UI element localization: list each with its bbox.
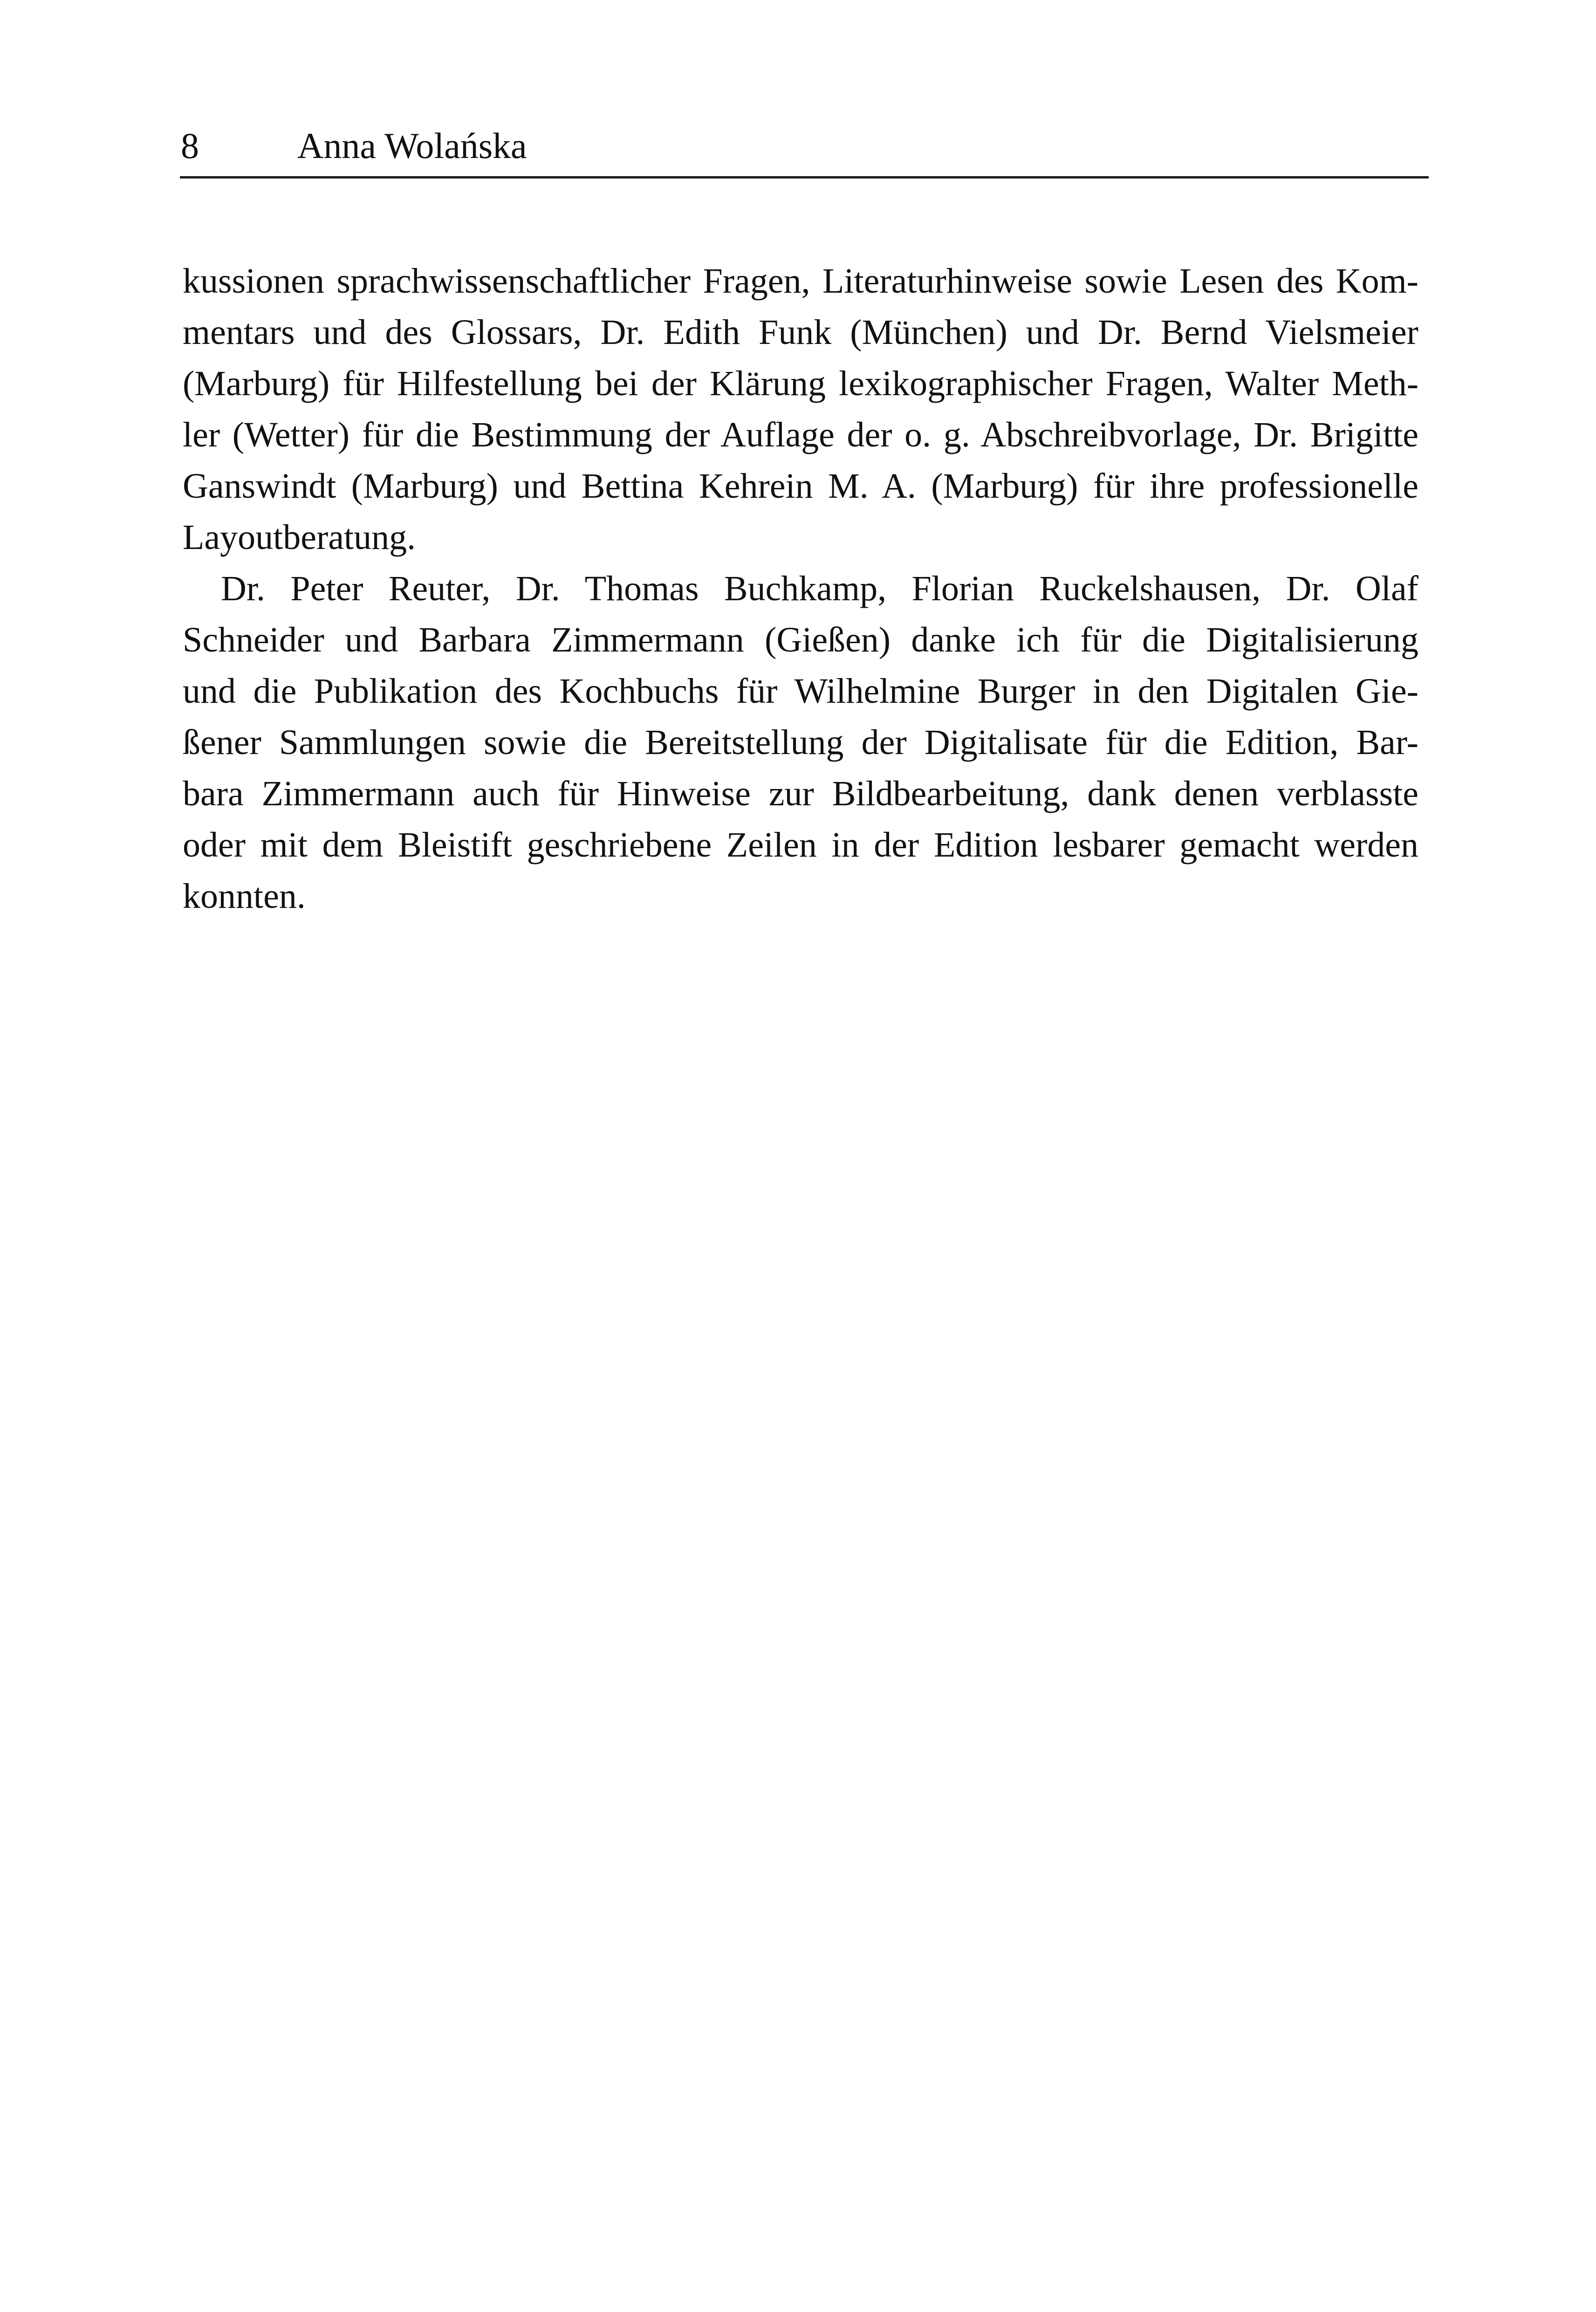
text-line: ßener Sammlungen sowie die Bereitstellung der Digitalisate für die Edition, Bar-: [183, 723, 1418, 762]
header-rule: [180, 176, 1429, 178]
page-number: 8: [181, 125, 199, 166]
text-line: mentars und des Glossars, Dr. Edith Funk (München) und Dr. Bernd Vielsmeier: [183, 313, 1418, 352]
text-line: Schneider und Barbara Zimmermann (Gießen) danke ich für die Digitalisierung: [183, 620, 1418, 659]
text-line: Layoutberatung.: [183, 518, 416, 557]
text-line: (Marburg) für Hilfestellung bei der Klärung lexikographischer Fragen, Walter Meth-: [183, 364, 1418, 403]
paragraph-1: [183, 255, 1418, 563]
running-head: [181, 120, 1427, 172]
text-line: ler (Wetter) für die Bestimmung der Auflage der o. g. Abschreibvorlage, Dr. Brigitte: [183, 415, 1418, 454]
running-head-author: Anna Wolańska: [297, 125, 527, 166]
body-text: [183, 255, 1418, 922]
text-line: und die Publikation des Kochbuchs für Wilhelmine Burger in den Digitalen Gie-: [183, 672, 1418, 711]
text-line: Ganswindt (Marburg) und Bettina Kehrein M. A. (Marburg) für ihre professionelle: [183, 467, 1418, 506]
paragraph-2: [183, 563, 1418, 922]
text-line: oder mit dem Bleistift geschriebene Zeilen in der Edition lesbarer gemacht werden: [183, 825, 1418, 864]
text-line: konnten.: [183, 877, 306, 916]
text-line: Dr. Peter Reuter, Dr. Thomas Buchkamp, Florian Ruckelshausen, Dr. Olaf: [221, 569, 1418, 608]
text-line: kussionen sprachwissenschaftlicher Fragen, Literaturhinweise sowie Lesen des Kom-: [183, 261, 1418, 301]
text-line: bara Zimmermann auch für Hinweise zur Bildbearbeitung, dank denen verblasste: [183, 774, 1418, 813]
